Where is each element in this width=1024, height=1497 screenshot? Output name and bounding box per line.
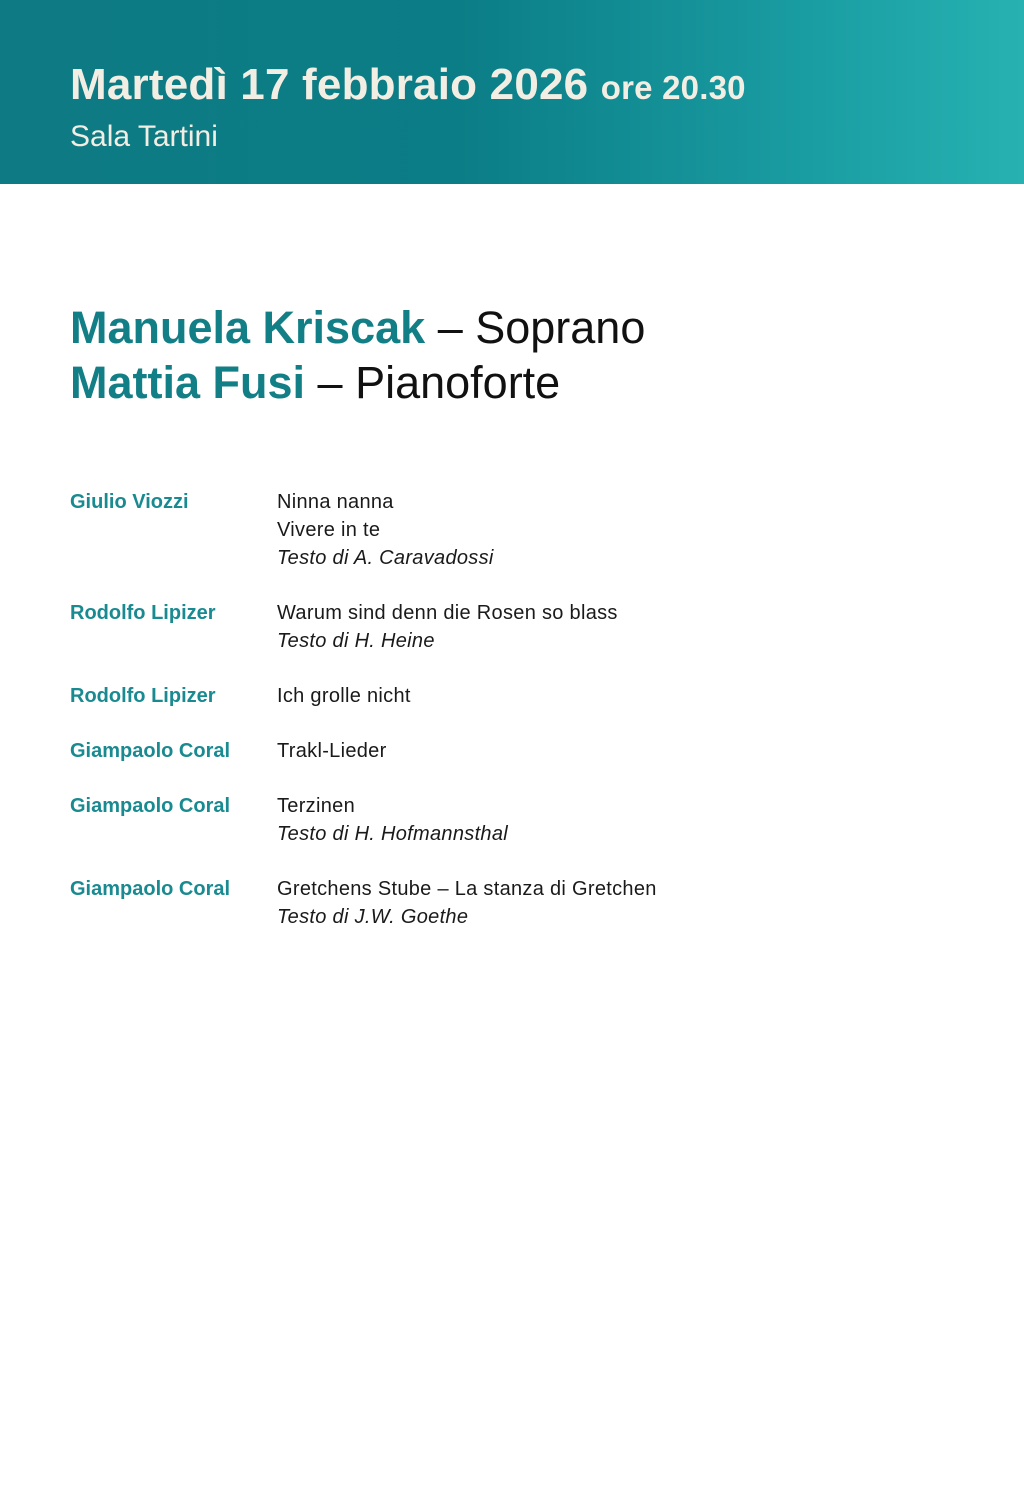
text-credit: Testo di A. Caravadossi xyxy=(277,547,494,569)
text-credit: Testo di J.W. Goethe xyxy=(277,906,469,928)
program-works xyxy=(277,488,494,572)
program-item xyxy=(70,875,970,931)
program-item xyxy=(70,599,970,655)
program-list xyxy=(70,488,970,958)
work-title: Ich grolle nicht xyxy=(277,685,411,707)
event-venue: Sala Tartini xyxy=(70,120,218,153)
performer-pianoforte xyxy=(70,355,645,410)
event-date-text: Martedì 17 febbraio 2026 xyxy=(70,60,589,109)
work-title: Gretchens Stube – La stanza di Gretchen xyxy=(277,878,657,900)
text-credit: Testo di H. Heine xyxy=(277,630,435,652)
header-band xyxy=(0,0,1024,184)
composer-name: Giampaolo Coral xyxy=(70,878,231,900)
program-item xyxy=(70,737,970,765)
composer-name: Rodolfo Lipizer xyxy=(70,602,216,624)
work-title: Ninna nanna xyxy=(277,491,394,513)
program-item xyxy=(70,488,970,572)
program-works xyxy=(277,737,387,765)
text-credit: Testo di H. Hofmannsthal xyxy=(277,823,509,845)
event-time: ore 20.30 xyxy=(600,69,746,106)
work-title: Warum sind denn die Rosen so blass xyxy=(277,602,618,624)
event-date xyxy=(70,58,746,115)
composer-name: Giampaolo Coral xyxy=(70,795,231,817)
performer-role: – Soprano xyxy=(437,302,646,353)
work-title: Terzinen xyxy=(277,795,355,817)
composer-name: Giulio Viozzi xyxy=(70,491,189,513)
program-works xyxy=(277,682,411,710)
performers-list xyxy=(70,300,645,410)
program-works xyxy=(277,599,618,655)
work-title: Vivere in te xyxy=(277,519,381,541)
composer-name: Rodolfo Lipizer xyxy=(70,685,216,707)
performer-name: Manuela Kriscak xyxy=(70,302,426,353)
performer-name: Mattia Fusi xyxy=(70,357,306,408)
program-item xyxy=(70,682,970,710)
program-item xyxy=(70,792,970,848)
composer-name: Giampaolo Coral xyxy=(70,740,231,762)
program-works xyxy=(277,875,657,931)
performer-role: – Pianoforte xyxy=(317,357,561,408)
performer-soprano xyxy=(70,300,645,355)
program-works xyxy=(277,792,508,848)
work-title: Trakl-Lieder xyxy=(277,740,387,762)
